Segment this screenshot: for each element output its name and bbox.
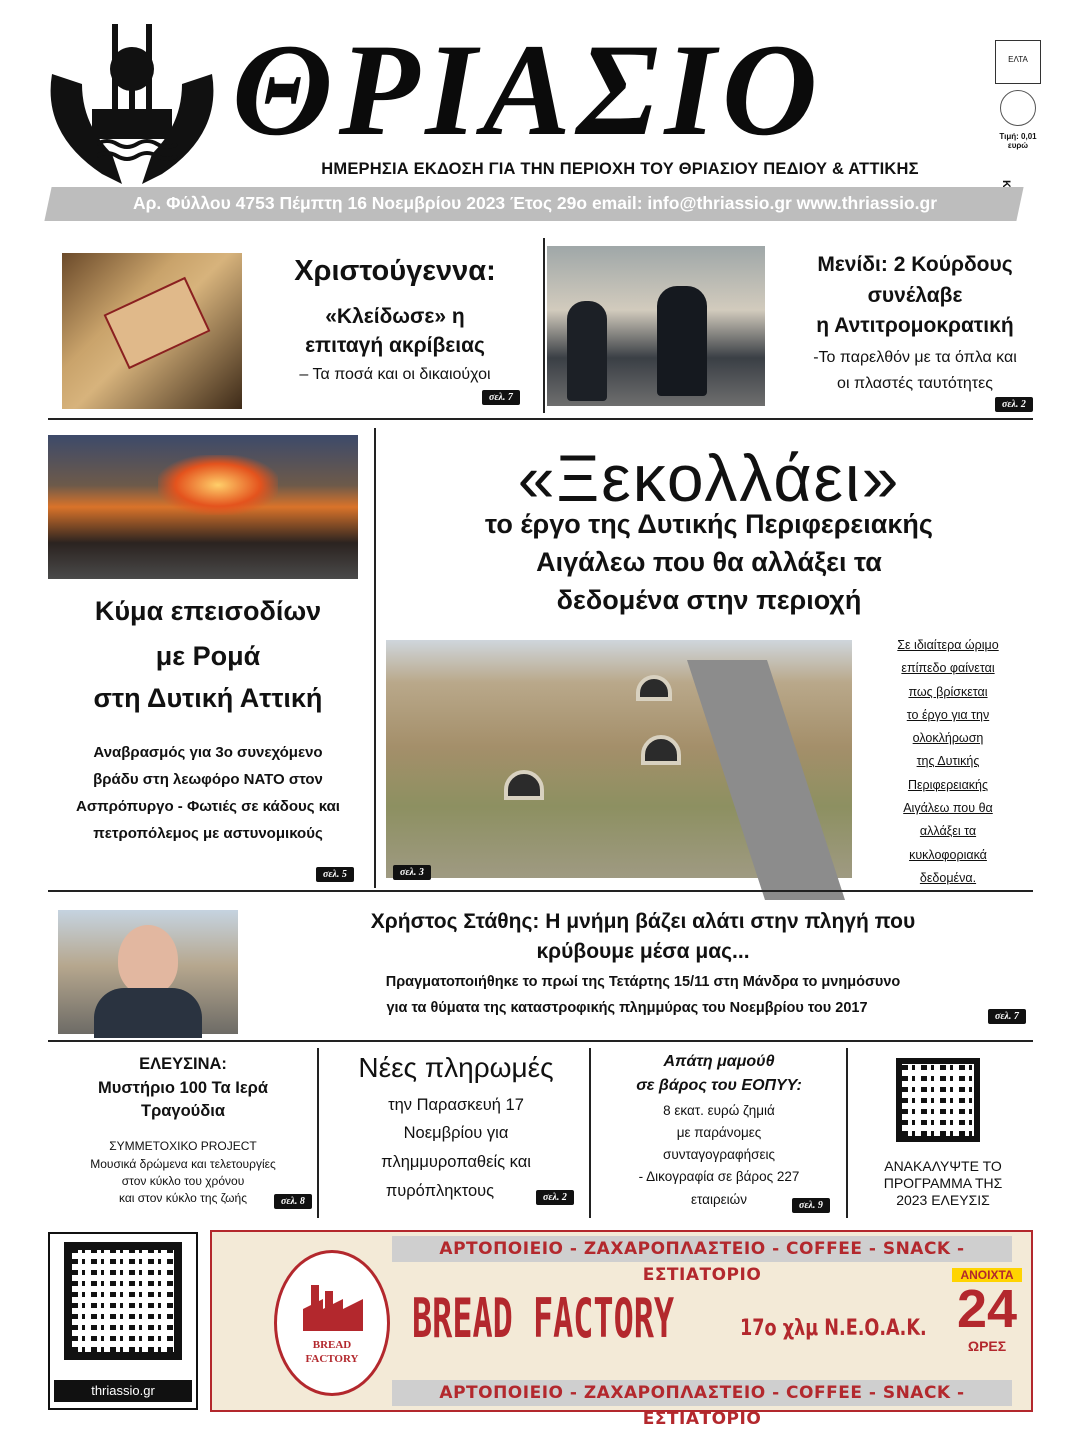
officer-shape (657, 286, 707, 396)
site-url[interactable]: thriassio.gr (54, 1380, 192, 1402)
main-side-line: κυκλοφοριακά (909, 847, 987, 862)
ad-brand: BREAD FACTORY (412, 1287, 675, 1350)
payments-body-2: Νοεμβρίου για (403, 1124, 509, 1142)
main-side-line: πως βρίσκεται (908, 684, 988, 699)
elefsina-title-3: Τραγούδια (140, 1102, 226, 1120)
row1-divider (543, 238, 545, 413)
qr-promo-line-2: ΠΡΟΓΡΑΜΜΑ ΤΗΣ (883, 1175, 1003, 1191)
hands-factory-icon (42, 14, 222, 192)
menidi-page-tag: σελ. 2 (995, 397, 1033, 412)
elefsina-label: ΣΥΜΜΕΤΟΧΙΚΟ PROJECT (109, 1139, 257, 1153)
main-sub-3: δεδομένα στην περιοχή (556, 585, 862, 615)
main-sub-2: Αιγάλεω που θα αλλάξει τα (536, 547, 882, 577)
elefsina-page-tag: σελ. 8 (274, 1194, 312, 1209)
roma-body-2: βράδυ στη λεωφόρο ΝΑΤΟ στον (93, 771, 323, 788)
ad-hours: 24 (956, 1279, 1018, 1339)
eopyy-title-1: Απάτη μαμούθ (663, 1053, 775, 1070)
christmas-sub: – Τα ποσά και οι δικαιούχοι (299, 366, 491, 383)
main-side-line: το έργο για την (906, 707, 990, 722)
main-page-tag: σελ. 3 (393, 865, 431, 880)
site-qr-code[interactable] (64, 1242, 182, 1360)
payments-title: Νέες πληρωμές (358, 1052, 554, 1083)
ad-strip-top: ΑΡΤΟΠΟΙΕΙΟ - ΖΑΧΑΡΟΠΛΑΣΤΕΙΟ - COFFEE - SNACK - ΕΣΤΙΑΤΟΡΙΟ (392, 1236, 1012, 1262)
christmas-title: Χριστούγεννα: (294, 255, 496, 287)
main-side-line: δεδομένα. (919, 870, 977, 885)
tunnel-shape (641, 735, 681, 765)
main-side-line: επίπεδο φαίνεται (901, 661, 995, 676)
roma-page-tag: σελ. 5 (316, 867, 354, 882)
stathis-title-1: Χρήστος Στάθης: Η μνήμη βάζει αλάτι στην πληγή που (370, 910, 916, 933)
roma-body-3: Ασπρόπυργο - Φωτιές σε κάδους και (76, 798, 340, 815)
main-side-line: Αιγάλεω που θα (903, 801, 993, 816)
stathis-sub-1: Πραγματοποιήθηκε το πρωί της Τετάρτης 15/11 στη Μάνδρα το μνημόσυνο (385, 974, 901, 990)
road-shape (687, 660, 845, 900)
christmas-photo (62, 253, 242, 409)
stathis-title-2: κρύβουμε μέσα μας... (536, 940, 750, 963)
elefsina-title-1: ΕΛΕΥΣΙΝΑ: (139, 1055, 227, 1073)
row3-bottom-rule (48, 1040, 1033, 1042)
bread-factory-logo (274, 1250, 390, 1396)
menidi-title-3: η Αντιτρομοκρατική (816, 314, 1014, 337)
stathis-page-tag: σελ. 7 (988, 1009, 1026, 1024)
elefsina-body-1: Μουσικά δρώμενα και τελετουργίες (90, 1157, 276, 1171)
main-side-line: αλλάξει τα (919, 824, 977, 839)
eopyy-body-3: συνταγογραφήσεις (662, 1147, 776, 1162)
price-unit: ευρώ (1007, 141, 1029, 150)
ad-logo-line-2: FACTORY (305, 1353, 359, 1365)
tunnel-shape (636, 675, 672, 701)
stamp-text: ΕΛΤΑ (1008, 55, 1028, 64)
main-headline: «Ξεκολλάει» (517, 441, 901, 515)
roma-photo (48, 435, 358, 579)
ad-strip-bottom: ΑΡΤΟΠΟΙΕΙΟ - ΖΑΧΑΡΟΠΛΑΣΤΕΙΟ - COFFEE - SNACK - ΕΣΤΙΑΤΟΡΙΟ (392, 1380, 1012, 1406)
roma-title-2: με Ρομά (155, 641, 261, 671)
eopyy-page-tag: σελ. 9 (792, 1198, 830, 1213)
eopyy-body-2: με παράνομες (676, 1125, 762, 1140)
elefsina-body-2: στον κύκλο του χρόνου (121, 1174, 245, 1188)
row4-divider-2 (589, 1048, 591, 1218)
price-label: Τιμή: 0,01 (999, 132, 1037, 141)
payments-body-1: την Παρασκευή 17 (388, 1096, 524, 1114)
masthead-logo (42, 14, 222, 192)
suit-shape (94, 988, 202, 1038)
payments-body-3: πλημμυροπαθείς και (381, 1153, 531, 1171)
highway-photo (386, 640, 852, 878)
stathis-sub-2: για τα θύματα της καταστροφικής πλημμύρας του Νοεμβρίου του 2017 (386, 1000, 868, 1016)
menidi-title-1: Μενίδι: 2 Κούρδους (817, 253, 1013, 276)
elefsina-body-3: και στον κύκλο της ζωής (118, 1191, 247, 1205)
menidi-photo (547, 246, 765, 406)
qr-promo-line-3: 2023 ΕΛΕΥΣΙΣ (896, 1192, 990, 1208)
christmas-subtitle-2: επιταγή ακρίβειας (305, 334, 485, 357)
ad-hours-label: ΩΡΕΣ (967, 1338, 1007, 1354)
face-shape (118, 925, 178, 995)
elefsis-qr-code[interactable] (896, 1058, 980, 1142)
payments-body-4: πυρόπληκτους (385, 1182, 495, 1200)
menidi-sub-2: οι πλαστές ταυτότητες (837, 375, 993, 392)
main-side-line: ολοκλήρωση (912, 731, 984, 746)
eopyy-body-1: 8 εκατ. ευρώ ζημιά (663, 1103, 775, 1118)
stathis-photo (58, 910, 238, 1034)
roma-title-1: Κύμα επεισοδίων (94, 596, 322, 626)
issue-line: Αρ. Φύλλου 4753 Πέμπτη 16 Νοεμβρίου 2023 Έτος 29ο email: info@thriassio.gr www.thriassio.gr (132, 193, 938, 213)
row2-divider (374, 428, 376, 888)
banknotes-shape (104, 277, 211, 369)
officer-shape (567, 301, 607, 401)
stamp-box (995, 40, 1041, 84)
postmark-icon (1000, 90, 1036, 126)
main-side-line: Περιφερειακής (907, 777, 989, 792)
row1-bottom-rule (48, 418, 1033, 420)
row2-bottom-rule (48, 890, 1033, 892)
menidi-sub-1: -Το παρελθόν με τα όπλα και (813, 349, 1017, 366)
postage-stamp (995, 40, 1041, 175)
ad-open-label: ΑΝΟΙΧΤΑ (952, 1268, 1022, 1282)
roma-body-1: Αναβρασμός για 3ο συνεχόμενο (93, 744, 323, 761)
main-side-line: Σε ιδιαίτερα ώριμο (897, 638, 999, 652)
eopyy-body-5: εταιρειών (691, 1192, 747, 1207)
site-qr-box (48, 1232, 198, 1410)
ad-address: 17ο χλμ Ν.Ε.Ο.Α.Κ. (740, 1316, 927, 1341)
payments-page-tag: σελ. 2 (536, 1190, 574, 1205)
elefsina-title-2: Μυστήριο 100 Τα Ιερά (98, 1079, 268, 1097)
masthead-subtitle: ΗΜΕΡΗΣΙΑ ΕΚΔΟΣΗ ΓΙΑ ΤΗΝ ΠΕΡΙΟΧΗ ΤΟΥ ΘΡΙΑΣΙΟΥ ΠΕΔΙΟΥ & ΑΤΤΙΚΗΣ (321, 160, 919, 178)
main-side-line: της Δυτικής (916, 754, 980, 769)
masthead-title: ΘΡΙΑΣΙΟ (232, 16, 824, 163)
tunnel-shape (504, 770, 544, 800)
main-side-column (858, 634, 1038, 890)
roma-body-4: πετροπόλεμος με αστυνομικούς (93, 825, 323, 842)
roma-title-3: στη Δυτική Αττική (93, 683, 323, 713)
eopyy-title-2: σε βάρος του ΕΟΠΥΥ: (636, 1077, 802, 1094)
main-sub-1: το έργο της Δυτικής Περιφερειακής (485, 509, 933, 539)
bread-factory-ad (210, 1230, 1033, 1429)
christmas-subtitle-1: «Κλείδωσε» η (325, 305, 465, 328)
qr-promo-line-1: ΑΝΑΚΑΛΥΨΤΕ ΤΟ (884, 1158, 1002, 1174)
factory-icon (303, 1281, 363, 1331)
christmas-page-tag: σελ. 7 (482, 390, 520, 405)
menidi-title-2: συνέλαβε (867, 284, 963, 307)
ad-logo-line-1: BREAD (312, 1339, 352, 1351)
eopyy-body-4: - Δικογραφία σε βάρος 227 (638, 1169, 800, 1184)
fire-shape (158, 455, 278, 515)
